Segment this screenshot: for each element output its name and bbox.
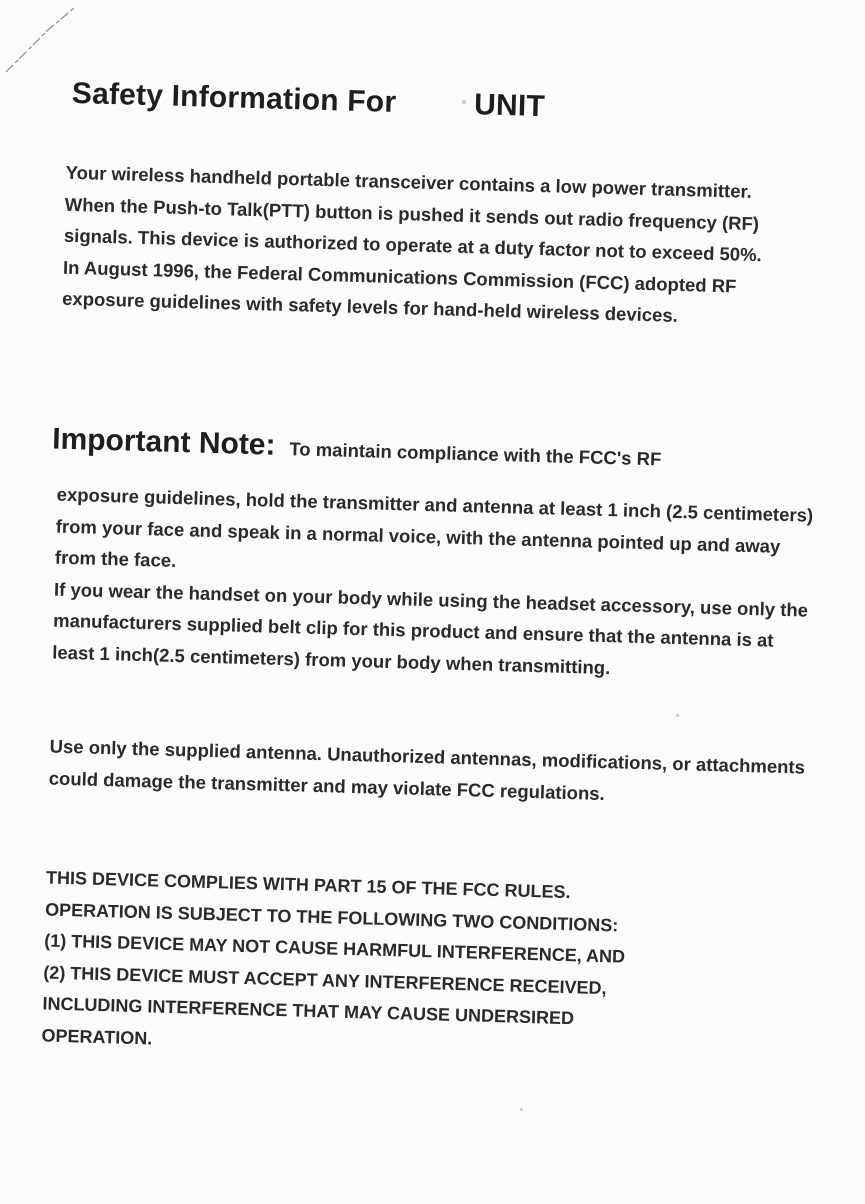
- fcc-compliance-statement: [41, 862, 806, 1072]
- page-title: [71, 77, 545, 124]
- note-paragraph-1: exposure guidelines, hold the transmitter and antenna at least 1 inch (2.5 centimeters) from your face and speak in a normal voice, with the antenna pointed up and away from the face.: [54, 483, 814, 571]
- note-paragraph-2: If you wear the handset on your body while using the headset accessory, use only the manufacturers supplied belt clip for this product and ensure that the antenna is at least 1 inch(2.5 centimeters) from your body when transmitting.: [52, 578, 809, 678]
- title-unit: UNIT: [473, 88, 546, 124]
- intro-paragraph-3: In August 1996, the Federal Communications Commission (FCC) adopted RF exposure guidelines with safety levels for hand-held wireless devices.: [61, 256, 737, 326]
- fcc-line-4: (2) THIS DEVICE MUST ACCEPT ANY INTERFERENCE RECEIVED,: [43, 961, 607, 998]
- antenna-warning-text: Use only the supplied antenna. Unauthorized antennas, modifications, or attachments could damage the transmitter and may violate FCC regulations.: [48, 735, 806, 804]
- important-note-heading: [52, 422, 662, 473]
- important-note-label: Important Note:: [51, 422, 276, 462]
- fcc-line-1: THIS DEVICE COMPLIES WITH PART 15 OF THE FCC RULES.: [45, 867, 571, 903]
- intro-section: [62, 157, 826, 336]
- intro-paragraph-2: When the Push-to Talk(PTT) button is pushed it sends out radio frequency (RF) signals. This device is authorized to operate at a duty factor not to exceed 50%.: [63, 193, 763, 266]
- scan-speck: [676, 714, 679, 717]
- scan-speck: [462, 100, 466, 104]
- scan-speck: [520, 1108, 523, 1111]
- title-main: Safety Information For: [71, 76, 397, 119]
- fcc-line-2: OPERATION IS SUBJECT TO THE FOLLOWING TWO CONDITIONS:: [44, 898, 619, 935]
- fcc-line-3: (1) THIS DEVICE MAY NOT CAUSE HARMFUL INTERFERENCE, AND: [43, 930, 626, 967]
- important-note-lead: To maintain compliance with the FCC's RF: [289, 438, 662, 470]
- fcc-line-6: OPERATION.: [41, 1024, 153, 1048]
- fcc-line-5: INCLUDING INTERFERENCE THAT MAY CAUSE UNDERSIRED: [42, 993, 575, 1029]
- intro-paragraph-1: Your wireless handheld portable transceiver contains a low power transmitter.: [65, 161, 753, 202]
- antenna-warning: [48, 731, 809, 815]
- important-note-body: [52, 479, 817, 689]
